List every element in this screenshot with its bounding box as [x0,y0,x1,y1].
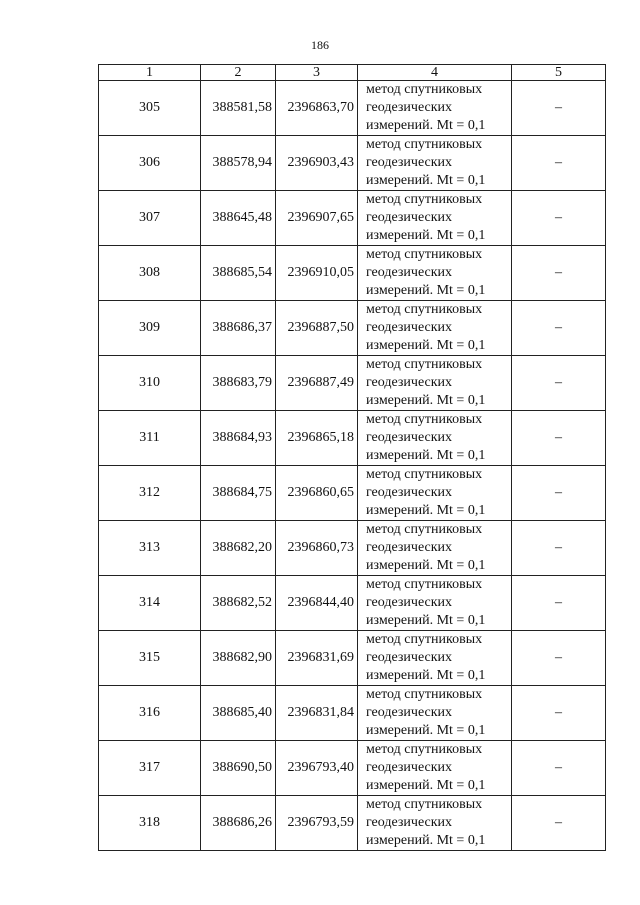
method-line: измерений. Mt = 0,1 [366,503,486,518]
method-line: метод спутниковых [366,82,483,97]
method-line: геодезических [366,430,453,445]
column-header: 3 [276,65,358,81]
y-coordinate-cell: 2396863,70 [276,81,358,136]
description-cell: – [512,301,606,356]
method-cell [358,301,512,356]
description-cell: – [512,81,606,136]
method-line: измерений. Mt = 0,1 [366,448,486,463]
description-cell: – [512,796,606,851]
point-number-cell: 307 [99,191,201,246]
method-line: метод спутниковых [366,192,483,207]
page-number: 186 [311,38,329,52]
method-line: метод спутниковых [366,687,483,702]
method-line: метод спутниковых [366,137,483,152]
x-coordinate-cell: 388578,94 [201,136,276,191]
column-header: 5 [512,65,606,81]
x-coordinate-cell: 388684,93 [201,411,276,466]
method-line: метод спутниковых [366,467,483,482]
point-number-cell: 308 [99,246,201,301]
table-row [99,576,606,631]
method-line: измерений. Mt = 0,1 [366,283,486,298]
y-coordinate-cell: 2396793,59 [276,796,358,851]
x-coordinate-cell: 388684,75 [201,466,276,521]
method-line: метод спутниковых [366,357,483,372]
method-line: измерений. Mt = 0,1 [366,723,486,738]
method-line: геодезических [366,375,453,390]
x-coordinate-cell: 388682,90 [201,631,276,686]
method-cell [358,411,512,466]
description-cell: – [512,246,606,301]
table-row [99,356,606,411]
method-line: геодезических [366,595,453,610]
x-coordinate-cell: 388685,40 [201,686,276,741]
method-line: метод спутниковых [366,412,483,427]
x-coordinate-cell: 388682,52 [201,576,276,631]
y-coordinate-cell: 2396831,69 [276,631,358,686]
point-number-cell: 305 [99,81,201,136]
x-coordinate-cell: 388682,20 [201,521,276,576]
x-coordinate-cell: 388581,58 [201,81,276,136]
method-line: измерений. Mt = 0,1 [366,118,486,133]
description-cell: – [512,631,606,686]
table-row [99,411,606,466]
point-number-cell: 314 [99,576,201,631]
point-number-cell: 312 [99,466,201,521]
description-cell: – [512,136,606,191]
description-cell: – [512,686,606,741]
method-line: метод спутниковых [366,522,483,537]
table-row [99,136,606,191]
description-cell: – [512,466,606,521]
description-cell: – [512,191,606,246]
method-line: геодезических [366,815,453,830]
method-line: метод спутниковых [366,302,483,317]
table-row [99,631,606,686]
x-coordinate-cell: 388645,48 [201,191,276,246]
method-cell [358,521,512,576]
table-row [99,466,606,521]
y-coordinate-cell: 2396860,73 [276,521,358,576]
method-line: геодезических [366,155,453,170]
point-number-cell: 309 [99,301,201,356]
method-cell [358,631,512,686]
method-line: измерений. Mt = 0,1 [366,228,486,243]
point-number-cell: 318 [99,796,201,851]
method-line: измерений. Mt = 0,1 [366,668,486,683]
column-header: 4 [358,65,512,81]
method-cell [358,686,512,741]
method-cell [358,796,512,851]
x-coordinate-cell: 388683,79 [201,356,276,411]
method-line: геодезических [366,210,453,225]
table-header-row [99,65,606,81]
column-header: 2 [201,65,276,81]
table-row [99,301,606,356]
method-line: геодезических [366,705,453,720]
description-cell: – [512,521,606,576]
y-coordinate-cell: 2396887,49 [276,356,358,411]
y-coordinate-cell: 2396793,40 [276,741,358,796]
point-number-cell: 317 [99,741,201,796]
method-line: измерений. Mt = 0,1 [366,393,486,408]
point-number-cell: 310 [99,356,201,411]
method-line: измерений. Mt = 0,1 [366,613,486,628]
method-cell [358,191,512,246]
method-cell [358,466,512,521]
method-cell [358,136,512,191]
method-line: геодезических [366,265,453,280]
table-row [99,521,606,576]
method-line: геодезических [366,760,453,775]
y-coordinate-cell: 2396887,50 [276,301,358,356]
x-coordinate-cell: 388686,26 [201,796,276,851]
table-row [99,741,606,796]
method-cell [358,246,512,301]
description-cell: – [512,356,606,411]
table-row [99,686,606,741]
method-line: измерений. Mt = 0,1 [366,173,486,188]
method-line: измерений. Mt = 0,1 [366,558,486,573]
y-coordinate-cell: 2396903,43 [276,136,358,191]
method-line: метод спутниковых [366,632,483,647]
method-line: измерений. Mt = 0,1 [366,338,486,353]
method-line: измерений. Mt = 0,1 [366,778,486,793]
coordinates-table [98,64,606,851]
point-number-cell: 306 [99,136,201,191]
table-row [99,246,606,301]
table-row [99,81,606,136]
table-row [99,191,606,246]
method-cell [358,81,512,136]
method-line: метод спутниковых [366,247,483,262]
table-row [99,796,606,851]
y-coordinate-cell: 2396910,05 [276,246,358,301]
description-cell: – [512,741,606,796]
method-line: геодезических [366,100,453,115]
y-coordinate-cell: 2396831,84 [276,686,358,741]
point-number-cell: 311 [99,411,201,466]
y-coordinate-cell: 2396865,18 [276,411,358,466]
point-number-cell: 316 [99,686,201,741]
method-line: геодезических [366,485,453,500]
method-cell [358,576,512,631]
method-line: метод спутниковых [366,742,483,757]
method-cell [358,356,512,411]
column-header: 1 [99,65,201,81]
point-number-cell: 315 [99,631,201,686]
x-coordinate-cell: 388686,37 [201,301,276,356]
description-cell: – [512,411,606,466]
description-cell: – [512,576,606,631]
y-coordinate-cell: 2396844,40 [276,576,358,631]
method-line: геодезических [366,540,453,555]
y-coordinate-cell: 2396907,65 [276,191,358,246]
x-coordinate-cell: 388685,54 [201,246,276,301]
method-line: геодезических [366,320,453,335]
y-coordinate-cell: 2396860,65 [276,466,358,521]
method-line: метод спутниковых [366,577,483,592]
point-number-cell: 313 [99,521,201,576]
method-line: измерений. Mt = 0,1 [366,833,486,848]
method-line: метод спутниковых [366,797,483,812]
method-line: геодезических [366,650,453,665]
method-cell [358,741,512,796]
x-coordinate-cell: 388690,50 [201,741,276,796]
